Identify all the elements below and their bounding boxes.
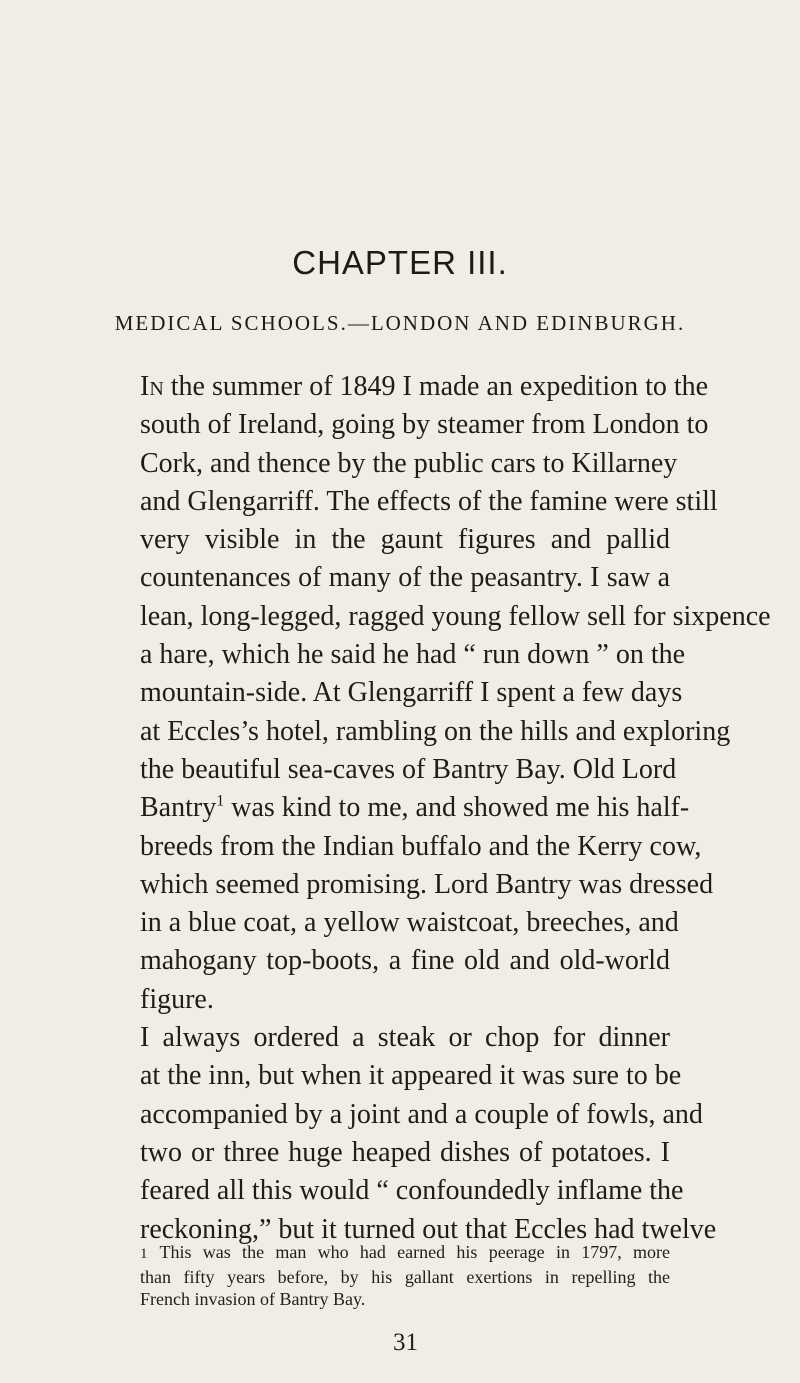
body-line: very visible in the gaunt figures and pallid	[140, 524, 670, 556]
body-line: in a blue coat, a yellow waistcoat, breeches, and	[140, 907, 679, 939]
section-title-text: MEDICAL SCHOOLS.—LONDON AND EDINBURGH.	[114, 311, 686, 335]
body-line: at the inn, but when it appeared it was sure to be	[140, 1060, 682, 1092]
body-line: which seemed promising. Lord Bantry was dressed	[140, 868, 714, 900]
body-line: south of Ireland, going by steamer from London to	[140, 409, 709, 441]
body-line: mountain-side. At Glengarriff I spent a few days	[140, 677, 683, 709]
body-line-text: the summer of 1849 I made an expedition to the	[170, 371, 709, 402]
body-line: Cork, and thence by the public cars to Killarney	[140, 447, 678, 479]
body-line	[140, 368, 709, 406]
body-line: accompanied by a joint and a couple of fowls, and	[140, 1098, 703, 1130]
footnote-line: French invasion of Bantry Bay.	[140, 1289, 366, 1309]
body-line: countenances of many of the peasantry. I saw a	[140, 562, 670, 594]
body-line: mahogany top-boots, a fine old and old-world	[140, 945, 670, 977]
footnote-reference: 1	[216, 792, 225, 810]
section-title	[0, 311, 800, 336]
body-line: I always ordered a steak or chop for dinner	[140, 1022, 670, 1054]
body-line: a hare, which he said he had “ run down ” on the	[140, 639, 686, 671]
page-number: 31	[393, 1329, 418, 1356]
body-line: feared all this would “ confoundedly inflame the	[140, 1175, 684, 1207]
footnote-line-text: This was the man who had earned his peerage in 1797, more	[159, 1242, 670, 1262]
body-text	[140, 368, 771, 1249]
footnote-line	[140, 1241, 670, 1266]
body-line: at Eccles’s hotel, rambling on the hills and exploring	[140, 715, 731, 747]
body-line-text: was kind to me, and showed me his half-	[231, 792, 690, 824]
body-line: and Glengarriff. The effects of the famine were still	[140, 485, 718, 517]
footnote-line: than fifty years before, by his gallant exertions in repelling the	[140, 1266, 670, 1287]
footnote-number: 1	[140, 1246, 148, 1262]
body-line: reckoning,” but it turned out that Eccles had twelve	[140, 1213, 717, 1245]
body-line: breeds from the Indian buffalo and the Kerry cow,	[140, 830, 702, 862]
body-line: figure.	[140, 983, 214, 1015]
drop-word: In	[140, 371, 164, 402]
body-line	[140, 789, 690, 827]
body-line: two or three huge heaped dishes of potatoes. I	[140, 1136, 670, 1168]
footnote	[140, 1241, 670, 1311]
body-line: lean, long-legged, ragged young fellow sell for sixpence	[140, 600, 771, 632]
body-line-text: Bantry	[140, 792, 217, 824]
body-line: the beautiful sea-caves of Bantry Bay. Old Lord	[140, 753, 677, 785]
chapter-title: CHAPTER III.	[292, 244, 508, 281]
